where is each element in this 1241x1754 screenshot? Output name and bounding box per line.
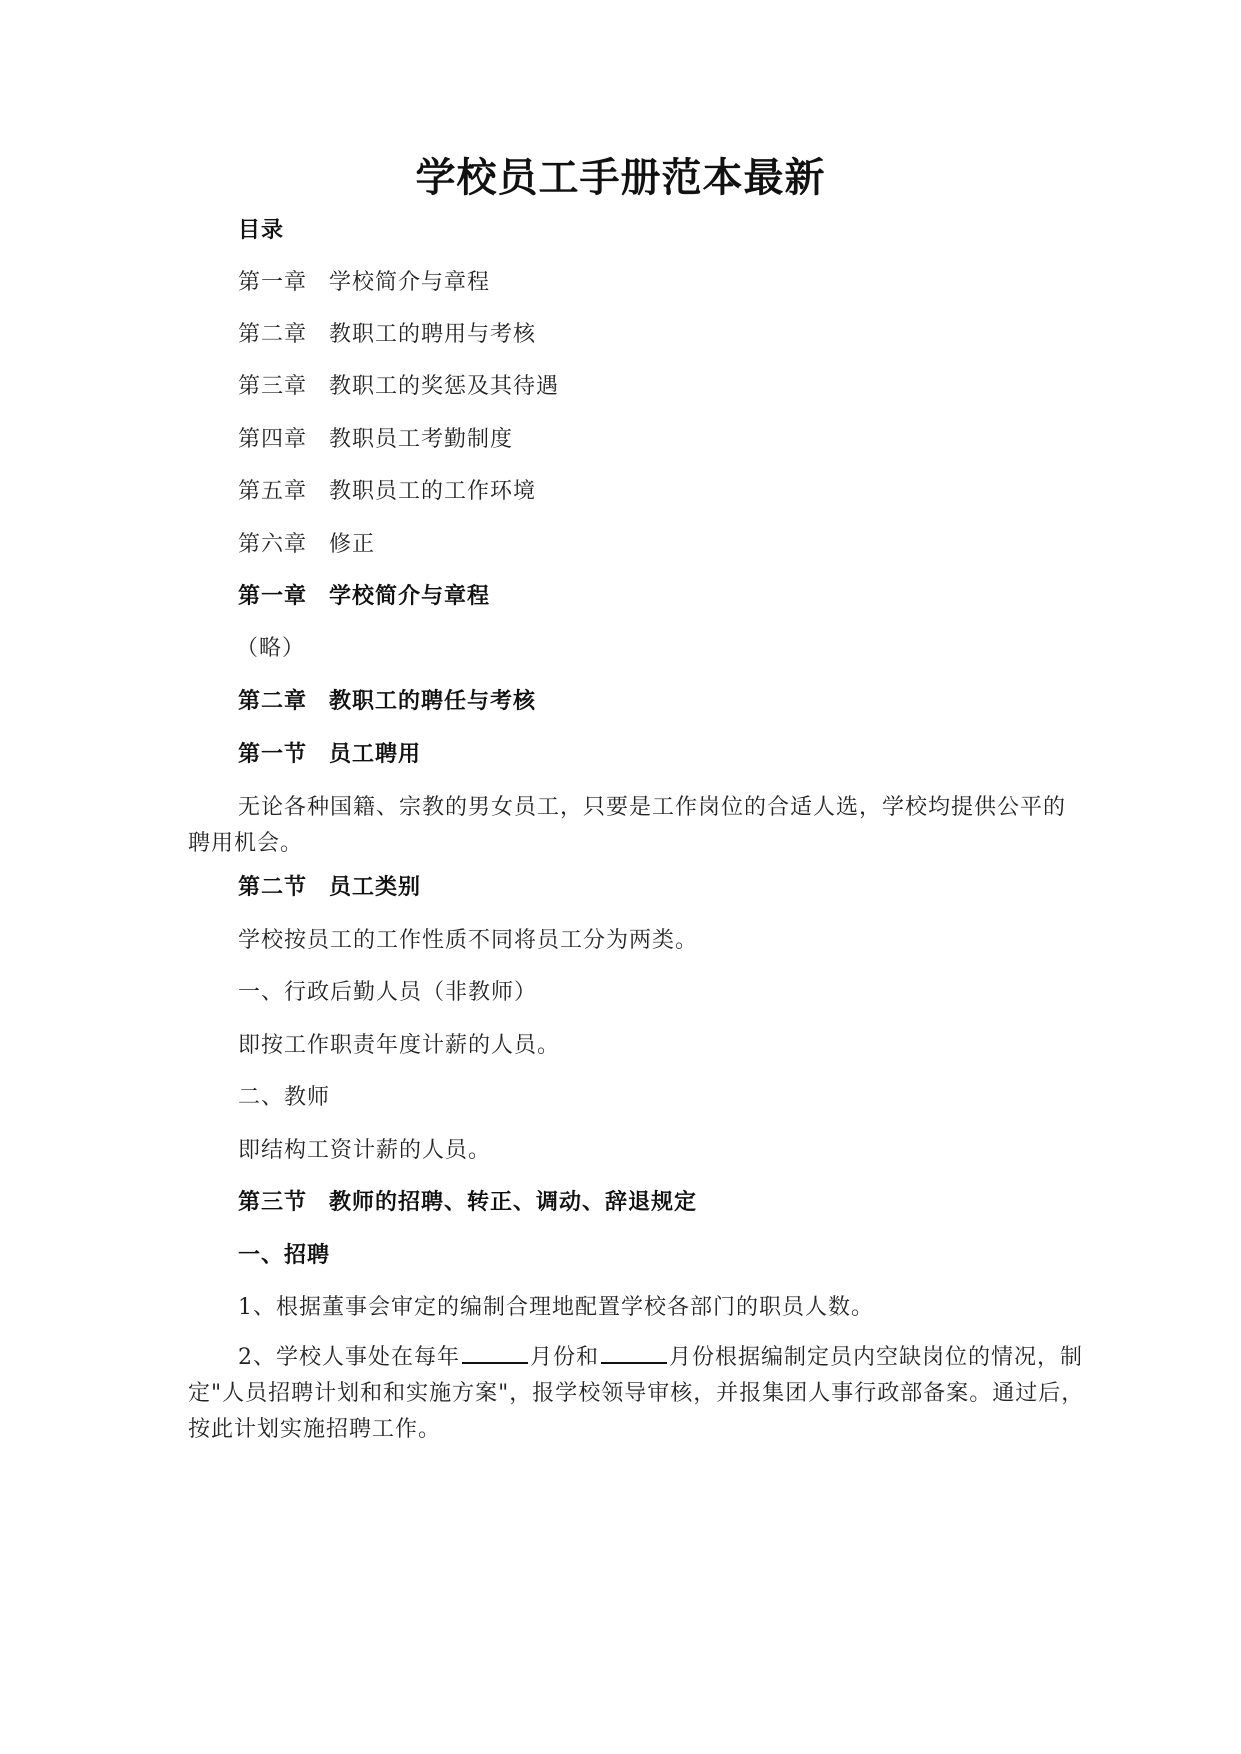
chapter-name: 教职工的聘任与考核 <box>329 689 537 714</box>
toc-chapter-name: 教职工的奖惩及其待遇 <box>329 374 560 399</box>
category-title: 二、教师 <box>238 1085 331 1110</box>
list-item-text: 月份根据编制定员内空缺岗位的情况，制定"人员招聘计划和和实施方案"，报学校领导审核，并报集团人事行政部备案。通过后，按此计划实施招聘工作。 <box>188 1345 1085 1442</box>
toc-item <box>238 425 513 455</box>
section-heading <box>238 1188 697 1218</box>
fill-in-blank <box>462 1340 528 1364</box>
toc-item <box>238 530 375 560</box>
category-description: 即结构工资计薪的人员。 <box>238 1138 492 1163</box>
toc-chapter-name: 修正 <box>329 532 376 557</box>
toc-item <box>238 372 559 402</box>
section-label: 第三节 <box>238 1190 308 1215</box>
toc-chapter-label: 第三章 <box>238 374 308 399</box>
subsection-heading: 一、招聘 <box>238 1243 331 1268</box>
toc-chapter-label: 第一章 <box>238 270 308 295</box>
toc-item <box>238 268 490 298</box>
list-item <box>188 1340 1088 1448</box>
toc-item <box>238 320 536 350</box>
toc-chapter-label: 第四章 <box>238 427 308 452</box>
section-label: 第一节 <box>238 742 308 767</box>
toc-chapter-label: 第六章 <box>238 532 308 557</box>
toc-chapter-name: 学校简介与章程 <box>329 270 491 295</box>
list-item: 1、根据董事会审定的编制合理地配置学校各部门的职员人数。 <box>238 1295 874 1320</box>
list-item-text: 2、学校人事处在每年 <box>238 1345 460 1370</box>
paragraph-text: 无论各种国籍、宗教的男女员工，只要是工作岗位的合适人选，学校均提供公平的聘用机会。 <box>188 795 1067 856</box>
section-name: 员工类别 <box>329 875 422 900</box>
toc-item <box>238 477 536 507</box>
section-name: 教师的招聘、转正、调动、辞退规定 <box>329 1190 698 1215</box>
toc-heading: 目录 <box>238 218 285 243</box>
toc-chapter-name: 教职员工的工作环境 <box>329 479 537 504</box>
section-heading <box>238 873 421 903</box>
chapter-label: 第二章 <box>238 689 308 714</box>
category-title: 一、行政后勤人员（非教师） <box>238 980 538 1005</box>
paragraph <box>188 790 1088 862</box>
paragraph-text: 学校按员工的工作性质不同将员工分为两类。 <box>238 928 699 953</box>
chapter-heading <box>238 687 536 717</box>
category-description: 即按工作职责年度计薪的人员。 <box>238 1033 561 1058</box>
toc-chapter-name: 教职员工考勤制度 <box>329 427 514 452</box>
toc-chapter-label: 第二章 <box>238 322 308 347</box>
chapter-content: （略） <box>236 636 306 661</box>
chapter-label: 第一章 <box>238 584 308 609</box>
chapter-heading <box>238 582 490 612</box>
document-title: 学校员工手册范本最新 <box>415 155 826 201</box>
section-label: 第二节 <box>238 875 308 900</box>
section-name: 员工聘用 <box>329 742 422 767</box>
chapter-name: 学校简介与章程 <box>329 584 491 609</box>
section-heading <box>238 740 421 770</box>
fill-in-blank <box>601 1340 667 1364</box>
toc-chapter-name: 教职工的聘用与考核 <box>329 322 537 347</box>
list-item-text: 月份和 <box>530 1345 600 1370</box>
toc-chapter-label: 第五章 <box>238 479 308 504</box>
